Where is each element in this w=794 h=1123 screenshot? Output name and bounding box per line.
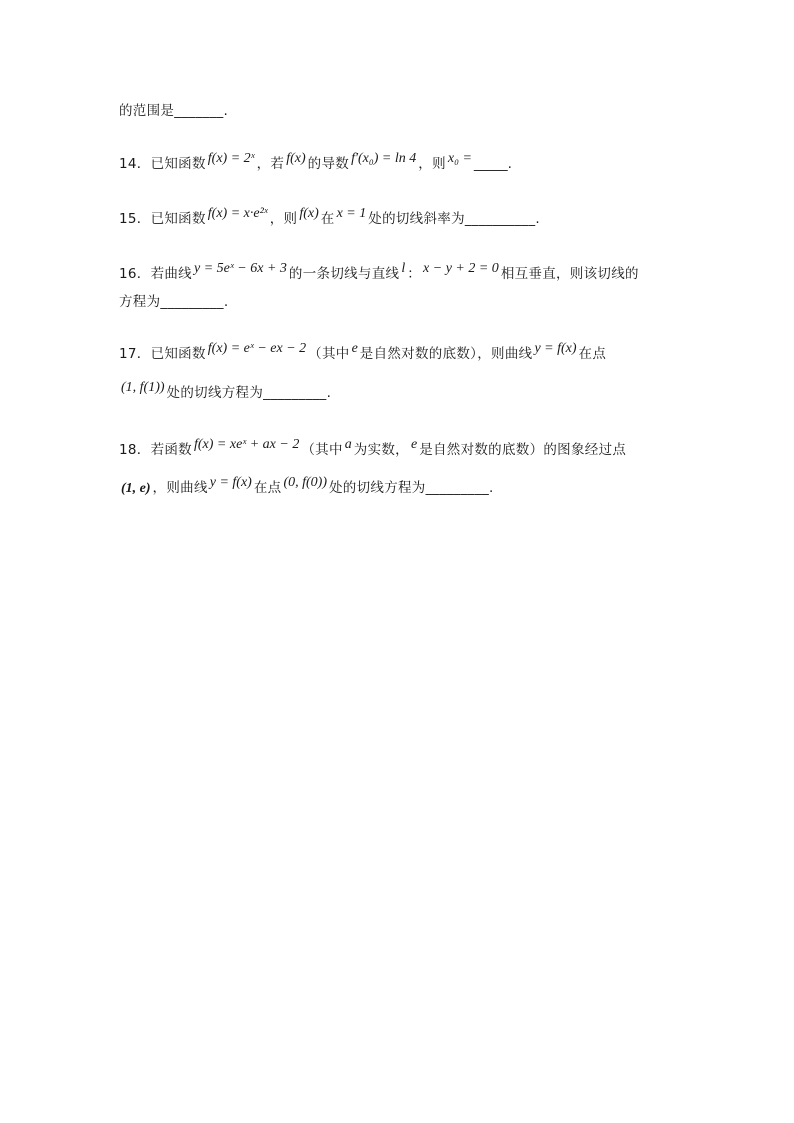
q18-text-at-point: 在点 — [253, 480, 282, 496]
q15-number-prefix: 15．已知函数 — [119, 211, 206, 227]
q17-point: (1, f(1)) — [121, 380, 165, 395]
q16-curve-equation: y = 5eˣ − 6x + 3 — [193, 261, 287, 276]
q15-function-ref: f(x) — [299, 206, 319, 221]
q16-number-prefix: 16．若曲线 — [119, 266, 192, 282]
q16-line-2 — [119, 290, 228, 310]
q16-text-perpendicular: 相互垂直，则该切线的 — [500, 266, 639, 282]
q14-text-derivative: 的导数 — [307, 156, 350, 172]
q17-line-2 — [119, 381, 331, 402]
q15-line — [119, 207, 540, 228]
q17-line-1 — [119, 342, 606, 363]
q14-derivative-condition: f′(x₀) = ln 4 — [351, 151, 417, 166]
q15-text-slope-blank: 处的切线斜率为__________. — [368, 211, 540, 227]
q18-text-graph-passes: 是自然对数的底数）的图象经过点 — [419, 442, 627, 458]
q14-line — [119, 152, 512, 173]
q14-text-if: ，若 — [256, 156, 285, 172]
q18-number-prefix: 18．若函数 — [119, 442, 192, 458]
q15-function-def: f(x) = x·e²ˣ — [207, 206, 268, 221]
q15-x-value: x = 1 — [336, 206, 367, 221]
q14-function-def: f(x) = 2ˣ — [207, 151, 255, 166]
q18-e-symbol: e — [410, 437, 418, 452]
q18-line-1 — [119, 438, 626, 459]
q16-text-tangent: 的一条切线与直线 — [288, 266, 400, 282]
q16-line-1 — [119, 262, 639, 283]
q16-line-name: l — [401, 261, 406, 276]
q13-tail-text: 的范围是_______. — [119, 103, 229, 119]
q18-function-def: f(x) = xeˣ + ax − 2 — [193, 437, 300, 452]
q17-text-natural-base: 是自然对数的底数），则曲线 — [359, 346, 533, 362]
q17-number-prefix: 17．已知函数 — [119, 346, 206, 362]
q15-text-then: ，则 — [269, 211, 298, 227]
q16-line-equation: x − y + 2 = 0 — [423, 261, 499, 276]
q18-curve: y = f(x) — [209, 475, 252, 490]
q14-answer-blank: _____. — [473, 156, 512, 172]
q17-function-def: f(x) = eˣ − ex − 2 — [207, 341, 307, 356]
q18-text-curve: ，则曲线 — [152, 480, 208, 496]
q17-text-where: （其中 — [308, 346, 350, 362]
q16-colon: ： — [407, 266, 422, 282]
q18-point-0: (0, f(0)) — [283, 475, 327, 490]
q18-text-where: （其中 — [301, 442, 343, 458]
q14-number-prefix: 14．已知函数 — [119, 156, 206, 172]
q16-answer-blank: 方程为_________. — [119, 294, 229, 310]
q14-function-ref: f(x) — [286, 151, 306, 166]
q13-continuation-line — [119, 99, 228, 119]
q18-text-real: 为实数， — [353, 442, 409, 458]
q15-text-at: 在 — [320, 211, 335, 227]
q18-line-2 — [119, 476, 494, 497]
q17-text-at-point: 在点 — [578, 346, 607, 362]
q18-point-1e: (1, e) — [121, 481, 151, 496]
q18-answer-blank: 处的切线方程为_________. — [329, 480, 494, 496]
q14-x0-expr: x₀ = — [447, 151, 472, 166]
q17-e-symbol: e — [351, 341, 358, 356]
q17-answer-blank: 处的切线方程为_________. — [166, 385, 332, 401]
q14-text-then: ，则 — [418, 156, 446, 172]
q18-a-symbol: a — [344, 437, 352, 452]
q17-curve: y = f(x) — [534, 341, 577, 356]
